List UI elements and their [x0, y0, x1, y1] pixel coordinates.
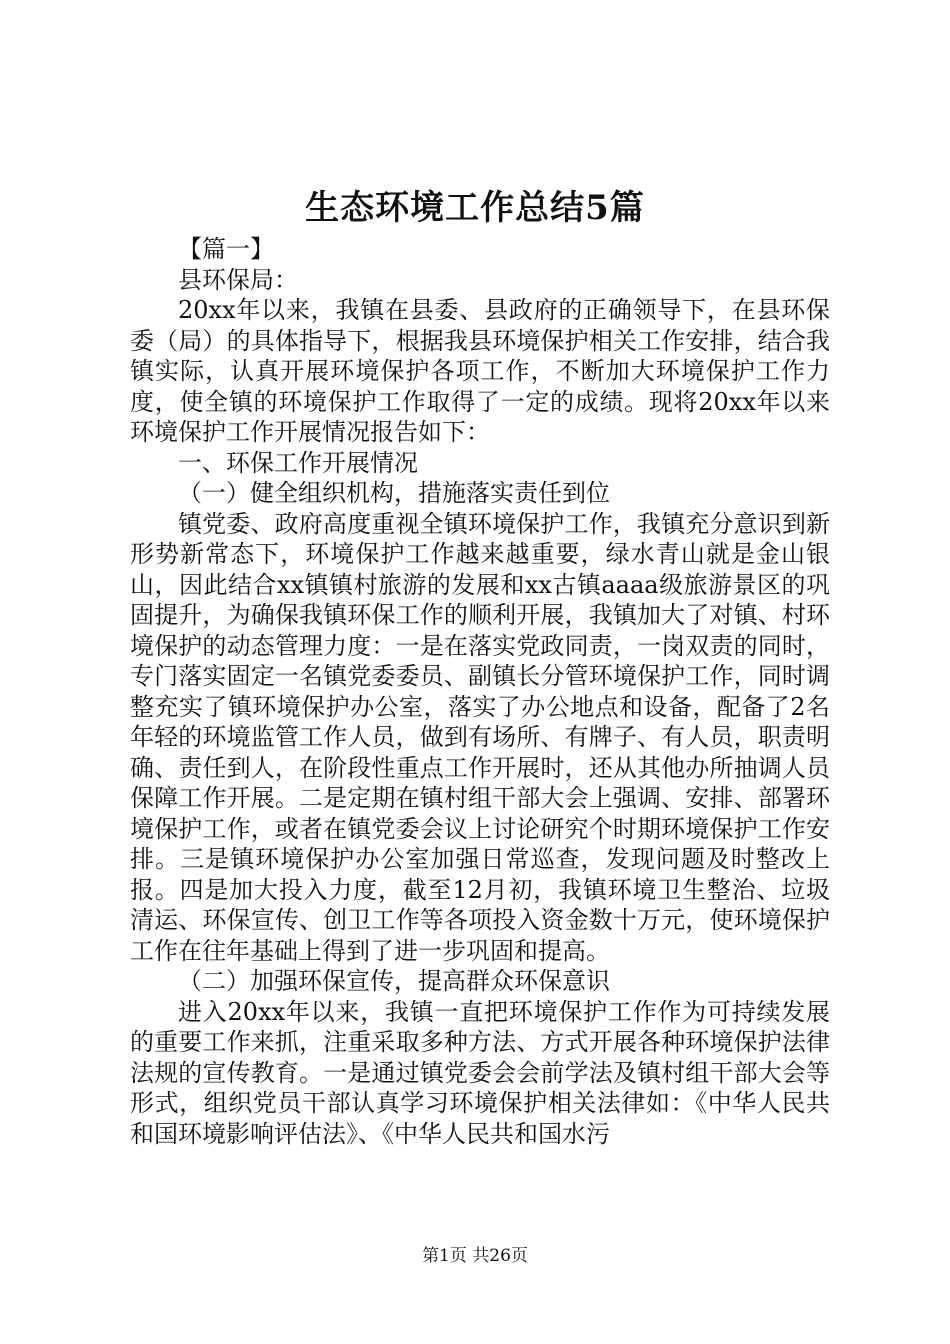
salutation: 县环保局：: [178, 265, 298, 294]
heading-level-1: 一、环保工作开展情况: [178, 448, 418, 477]
paragraph: 20xx年以来，我镇在县委、县政府的正确领导下，在县环保委（局）的具体指导下，根据我县环境保护相关工作安排，结合我镇实际，认真开展环境保护各项工作，不断加大环境保护工作力度，使全镇的环境保护工作取得了一定的成绩。现将20xx年以来环境保护工作开展情况报告如下：: [130, 296, 830, 446]
heading-level-2: （二）加强环保宣传，提高群众环保意识: [178, 967, 610, 995]
document-title: 生态环境工作总结5篇: [305, 188, 645, 228]
page-footer: 第1页 共26页: [422, 1246, 528, 1266]
heading-level-2: （一）健全组织机构，措施落实责任到位: [178, 479, 610, 507]
section-heading: 【篇一】: [178, 235, 274, 263]
document-body: [130, 234, 830, 1149]
paragraph: 进入20xx年以来，我镇一直把环境保护工作作为可持续发展的重要工作来抓，注重采取多种方法、方式开展各种环境保护法律法规的宣传教育。一是通过镇党委会会前学法及镇村组干部大会等形式，组织党员干部认真学习环境保护相关法律如：《中华人民共和国环境影响评估法》、《中华人民共和国水污: [130, 997, 830, 1148]
paragraph: 镇党委、政府高度重视全镇环境保护工作，我镇充分意识到新形势新常态下，环境保护工作越来越重要，绿水青山就是金山银山，因此结合xx镇镇村旅游的发展和xx古镇aaaa级旅游景区的巩固提升，为确保我镇环保工作的顺利开展，我镇加大了对镇、村环境保护的动态管理力度：一是在落实党政同责，一岗双责的同时，专门落实固定一名镇党委委员、副镇长分管环境保护工作，同时调整充实了镇环境保护办公室，落实了办公地点和设备，配备了2名年轻的环境监管工作人员，做到有场所、有牌子、有人员，职责明确、责任到人，在阶段性重点工作开展时，还从其他办所抽调人员保障工作开展。二是定期在镇村组干部大会上强调、安排、部署环境保护工作，或者在镇党委会议上讨论研究个时期环境保护工作安排。三是镇环境保护办公室加强日常巡查，发现问题及时整改上报。四是加大投入力度，截至12月初，我镇环境卫生整治、垃圾清运、环保宣传、创卫工作等各项投入资金数十万元，使环境保护工作在往年基础上得到了进一步巩固和提高。: [130, 509, 830, 965]
